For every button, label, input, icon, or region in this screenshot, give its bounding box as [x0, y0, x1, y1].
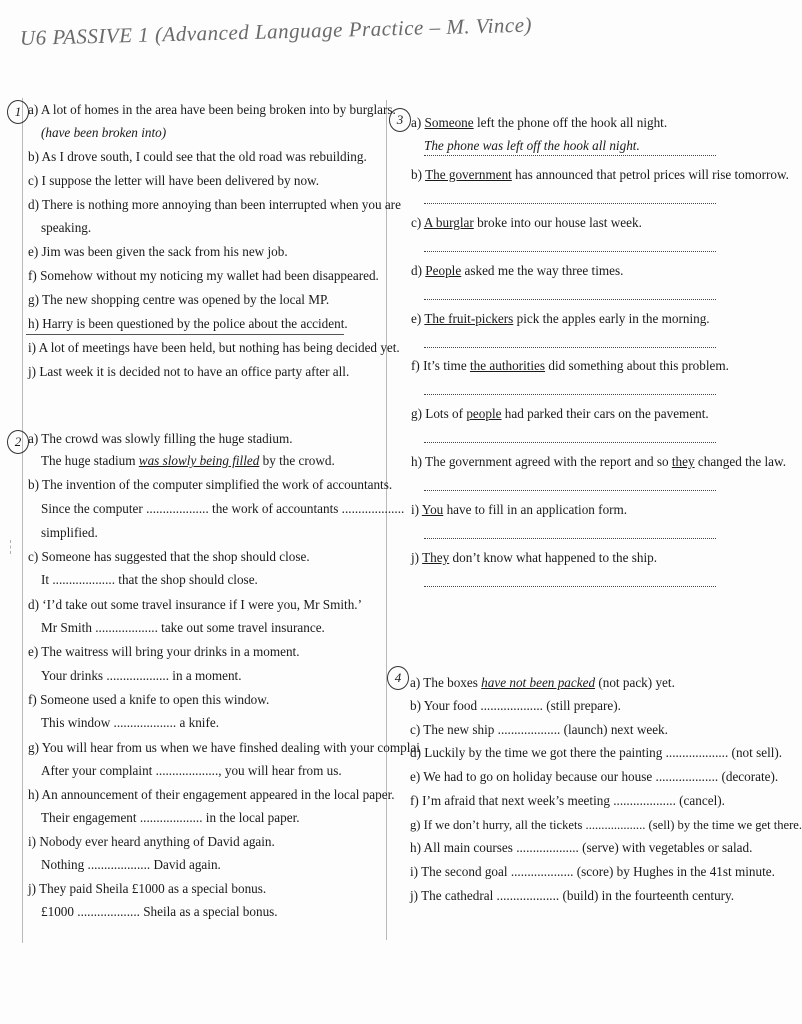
item-3j: [411, 550, 657, 566]
item-3f-prefix: f) It’s time: [411, 358, 470, 373]
item-1j: j) Last week it is decided not to have an office party after all.: [28, 364, 350, 379]
item-3i-rest: have to fill in an application form.: [443, 502, 628, 517]
exercise-number-1: 1: [7, 100, 29, 124]
item-1g: g) The new shopping centre was opened by the local MP.: [28, 292, 330, 307]
item-1e: e) Jim was been given the sack from his new job.: [28, 244, 288, 259]
item-3a-subject: Someone: [424, 115, 474, 130]
answer-line: [424, 538, 716, 539]
item-2d-prompt: Mr Smith ................... take out some travel insurance.: [41, 620, 325, 635]
item-3i-letter: i): [411, 502, 420, 517]
item-3h-rest: changed the law.: [694, 454, 786, 469]
page-title: U6 PASSIVE 1 (Advanced Language Practice – M. Vince): [19, 12, 533, 50]
item-2h: h) An announcement of their engagement appeared in the local paper.: [28, 787, 395, 802]
item-2g-prompt: After your complaint ..................., you will hear from us.: [41, 763, 342, 778]
item-3a-rest: left the phone off the hook all night.: [473, 115, 668, 130]
item-4i: i) The second goal ................... (score) by Hughes in the 41st minute.: [410, 864, 775, 879]
item-3g-rest: had parked their cars on the pavement.: [501, 406, 709, 421]
item-3b-subject: The government: [425, 167, 512, 182]
item-1i: i) A lot of meetings have been held, but nothing has being decided yet.: [28, 340, 400, 355]
item-3j-letter: j): [411, 550, 420, 565]
item-2b-prompt: Since the computer ................... the work of accountants ...................: [41, 501, 405, 516]
item-3b-rest: has announced that petrol prices will rise tomorrow.: [511, 167, 789, 182]
answer-line: [424, 299, 716, 300]
item-3h: [411, 454, 786, 470]
item-2c-prompt: It ................... that the shop should close.: [41, 572, 258, 587]
item-3d-subject: People: [425, 263, 462, 278]
item-3g-prefix: g) Lots of: [411, 406, 467, 421]
exercise-number-4: 4: [387, 666, 409, 690]
item-3g: [411, 406, 709, 422]
answer-line: [424, 155, 716, 156]
item-2h-prompt: Their engagement ................... in the local paper.: [41, 810, 300, 825]
item-3e-rest: pick the apples early in the morning.: [513, 311, 710, 326]
item-4g: g) If we don’t hurry, all the tickets ................... (sell) by the time we get there.: [410, 818, 802, 832]
item-3c-letter: c): [411, 215, 422, 230]
item-4d: d) Luckily by the time we got there the painting ................... (not sell).: [410, 745, 783, 760]
item-1b: b) As I drove south, I could see that the old road was rebuilding.: [28, 149, 367, 164]
item-2a-prefix: The huge stadium: [41, 453, 139, 468]
item-3j-rest: don’t know what happened to the ship.: [449, 550, 658, 565]
answer-line: [424, 347, 716, 348]
item-2j: j) They paid Sheila £1000 as a special bonus.: [28, 881, 267, 896]
item-4h: h) All main courses ................... (serve) with vegetables or salad.: [410, 840, 753, 855]
item-3i: [411, 502, 627, 518]
item-3a-answer: The phone was left off the hook all night.: [424, 138, 640, 153]
item-3a: [411, 115, 667, 131]
item-4f: f) I’m afraid that next week’s meeting ................... (cancel).: [410, 793, 725, 808]
item-1h: h) Harry is been questioned by the police about the accident.: [28, 316, 348, 331]
item-3f: [411, 358, 729, 374]
item-4j: j) The cathedral ................... (build) in the fourteenth century.: [410, 888, 735, 903]
answer-line: [424, 394, 716, 395]
item-3e-subject: The fruit-pickers: [424, 311, 514, 326]
item-2e-prompt: Your drinks ................... in a moment.: [41, 668, 242, 683]
item-2a-answer: was slowly being filled: [138, 453, 260, 468]
item-3h-prefix: h) The government agreed with the report and so: [411, 454, 672, 469]
item-4a: [410, 675, 675, 691]
item-4a-prefix: a) The boxes: [410, 675, 482, 690]
item-3d-letter: d): [411, 263, 422, 278]
item-1d-cont: speaking.: [41, 220, 92, 235]
item-2j-prompt: £1000 ................... Sheila as a special bonus.: [41, 904, 278, 919]
answer-line: [424, 490, 716, 491]
item-3b: [411, 167, 789, 183]
item-1d: d) There is nothing more annoying than been interrupted when you are: [28, 197, 401, 212]
item-2e: e) The waitress will bring your drinks in a moment.: [28, 644, 300, 659]
exercise-number-2: 2: [7, 430, 29, 454]
answer-line: [424, 586, 716, 587]
item-3j-subject: They: [422, 550, 450, 565]
item-2a-answer-line: [41, 453, 335, 469]
item-4e: e) We had to go on holiday because our house ................... (decorate).: [410, 769, 779, 784]
exercise-number-3: 3: [389, 108, 411, 132]
item-3h-subject: they: [671, 454, 695, 469]
item-3f-rest: did something about this problem.: [545, 358, 729, 373]
item-3c-rest: broke into our house last week.: [473, 215, 642, 230]
item-3a-letter: a): [411, 115, 422, 130]
column-divider-line: [386, 100, 387, 940]
item-3d: [411, 263, 623, 279]
column-margin-line: [22, 98, 23, 943]
item-3e: [411, 311, 710, 327]
item-4a-suffix: (not pack) yet.: [595, 675, 675, 690]
item-2b-prompt-cont: simplified.: [41, 525, 98, 540]
item-2g: g) You will hear from us when we have finshed dealing with your complai: [28, 740, 420, 755]
item-3g-subject: people: [466, 406, 502, 421]
answer-line: [424, 203, 716, 204]
item-3f-subject: the authorities: [469, 358, 546, 373]
item-3b-letter: b): [411, 167, 422, 182]
item-2a: a) The crowd was slowly filling the huge stadium.: [28, 431, 293, 446]
item-2i-prompt: Nothing ................... David again.: [41, 857, 221, 872]
answer-line: [424, 442, 716, 443]
item-1a-answer: (have been broken into): [41, 125, 167, 140]
item-4a-answer: have not been packed: [481, 675, 596, 690]
item-3d-rest: asked me the way three times.: [461, 263, 624, 278]
item-1c: c) I suppose the letter will have been delivered by now.: [28, 173, 319, 188]
item-4c: c) The new ship ................... (launch) next week.: [410, 722, 668, 737]
item-4b: b) Your food ................... (still prepare).: [410, 698, 621, 713]
item-2f-prompt: This window ................... a knife.: [41, 715, 220, 730]
item-3c: [411, 215, 642, 231]
divider-line: [26, 334, 344, 335]
answer-line: [424, 251, 716, 252]
item-3i-subject: You: [421, 502, 444, 517]
item-2a-suffix: by the crowd.: [259, 453, 335, 468]
item-2b: b) The invention of the computer simplified the work of accountants.: [28, 477, 393, 492]
item-2d: d) ‘I’d take out some travel insurance if I were you, Mr Smith.’: [28, 597, 362, 612]
item-3e-letter: e): [411, 311, 422, 326]
scan-mark: [10, 540, 11, 554]
item-1a: a) A lot of homes in the area have been being broken into by burglars.: [28, 102, 396, 117]
item-2f: f) Someone used a knife to open this window.: [28, 692, 270, 707]
item-1f: f) Somehow without my noticing my wallet had been disappeared.: [28, 268, 379, 283]
item-2c: c) Someone has suggested that the shop should close.: [28, 549, 310, 564]
item-2i: i) Nobody ever heard anything of David again.: [28, 834, 275, 849]
item-3c-subject: A burglar: [423, 215, 474, 230]
